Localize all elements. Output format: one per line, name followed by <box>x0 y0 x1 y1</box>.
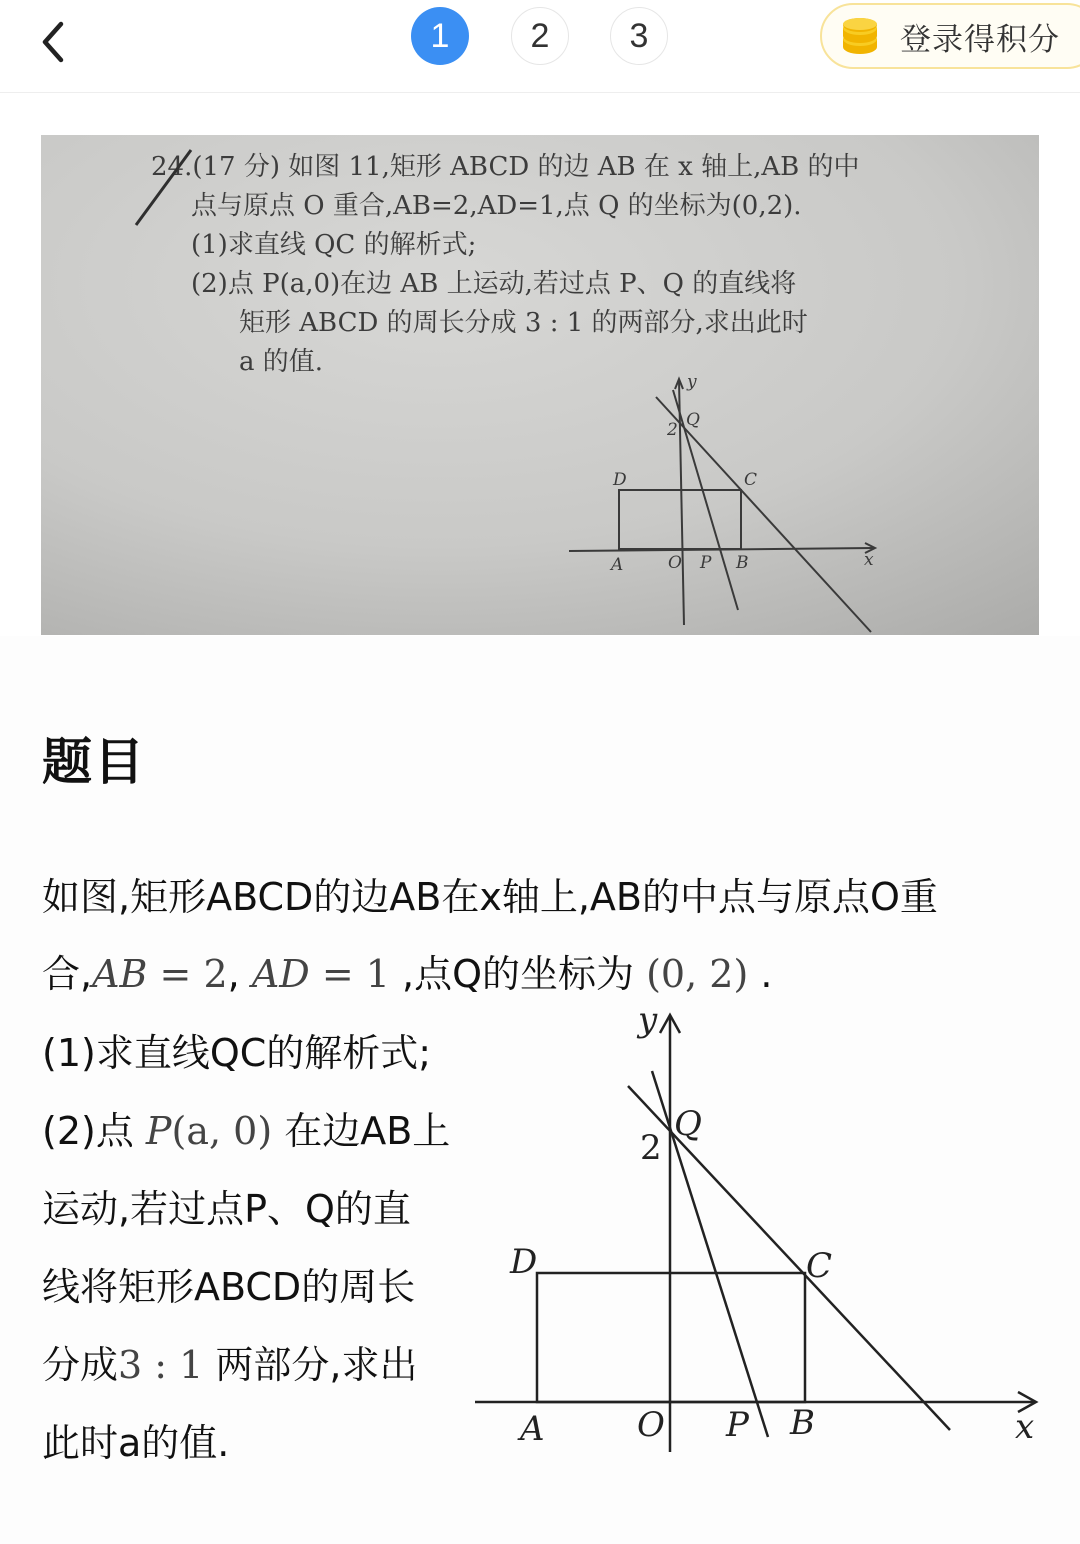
step-2-button[interactable]: 2 <box>511 7 569 65</box>
problem-line-2 <box>42 952 773 996</box>
coin-stack-icon <box>840 16 880 56</box>
problem-line-2-end: . <box>748 952 773 996</box>
photo-label-c: C <box>744 470 758 490</box>
problem-line-2-prefix: 合, <box>42 952 93 996</box>
formula-ab <box>92 952 228 996</box>
chevron-left-icon <box>37 20 67 64</box>
photo-label-o: O <box>668 553 682 573</box>
label-c: C <box>806 1246 833 1286</box>
problem-line-6: 线将矩形ABCD的周长 <box>42 1265 416 1309</box>
formula-point-p <box>146 1109 272 1153</box>
photo-text-line-4: (2)点 P(a,0)在边 AB 上运动,若过点 P、Q 的直线将 <box>191 269 797 299</box>
photo-text-line-5: 矩形 ABCD 的周长分成 3 : 1 的两部分,求出此时 <box>239 308 808 338</box>
step-3-button[interactable]: 3 <box>610 7 668 65</box>
formula-q-coordinate: (0, 2) <box>646 952 749 996</box>
label-a: A <box>520 1409 545 1449</box>
label-b: B <box>790 1403 815 1443</box>
back-button[interactable] <box>22 12 82 72</box>
formula-point-p-args: (a, 0) <box>171 1109 273 1153</box>
label-o: O <box>637 1405 665 1445</box>
formula-ab-rhs: = 2 <box>147 952 228 996</box>
label-d: D <box>510 1242 538 1282</box>
formula-ad-lhs: AD <box>251 952 310 996</box>
photo-label-y: y <box>687 372 697 392</box>
formula-ad <box>252 952 390 996</box>
formula-ratio: 3 : 1 <box>118 1343 204 1387</box>
label-x: x <box>1015 1407 1035 1447</box>
step-1-button[interactable]: 1 <box>411 7 469 65</box>
problem-question-1: (1)求直线QC的解析式; <box>42 1031 432 1075</box>
problem-line-7 <box>42 1343 418 1387</box>
photo-text-line-3: (1)求直线 QC 的解析式; <box>191 230 477 260</box>
label-q: Q <box>674 1104 702 1144</box>
formula-ab-lhs: AB <box>92 952 148 996</box>
photo-label-p: P <box>700 553 712 573</box>
formula-point-p-name: P <box>145 1109 172 1153</box>
label-y: y <box>638 1005 658 1040</box>
top-bar <box>0 0 1080 93</box>
problem-line-8: 此时a的值. <box>42 1421 230 1465</box>
login-points-label: 登录得积分 <box>900 21 1060 58</box>
photo-text-line-6: a 的值. <box>239 347 324 377</box>
section-title: 题目 <box>42 733 146 791</box>
formula-separator: , <box>227 952 240 996</box>
textbook-photo <box>41 135 1039 635</box>
problem-line-2-mid: ,点Q的坐标为 <box>389 952 647 996</box>
photo-label-2: 2 <box>667 420 678 440</box>
photo-text-line-1: 24.(17 分) 如图 11,矩形 ABCD 的边 AB 在 x 轴上,AB 的中 <box>151 152 860 182</box>
photo-label-x: x <box>864 550 874 570</box>
problem-line-4 <box>42 1109 451 1153</box>
problem-line-4-suffix: 在边AB上 <box>272 1109 451 1153</box>
login-points-button[interactable] <box>820 3 1080 69</box>
label-p: P <box>726 1405 749 1445</box>
photo-label-q: Q <box>686 410 700 430</box>
label-2: 2 <box>640 1128 662 1168</box>
formula-ad-rhs: = 1 <box>309 952 390 996</box>
geometry-figure <box>470 1005 1050 1465</box>
problem-line-5: 运动,若过点P、Q的直 <box>42 1187 411 1231</box>
photo-text-line-2: 点与原点 O 重合,AB=2,AD=1,点 Q 的坐标为(0,2). <box>191 191 802 221</box>
problem-line-7-prefix: 分成 <box>42 1343 119 1387</box>
problem-line-7-suffix: 两部分,求出 <box>203 1343 418 1387</box>
photo-label-a: A <box>611 555 624 575</box>
problem-line-4-prefix: (2)点 <box>42 1109 146 1153</box>
problem-line-1: 如图,矩形ABCD的边AB在x轴上,AB的中点与原点O重 <box>42 875 938 919</box>
photo-label-b: B <box>736 553 749 573</box>
photo-label-d: D <box>613 470 627 490</box>
